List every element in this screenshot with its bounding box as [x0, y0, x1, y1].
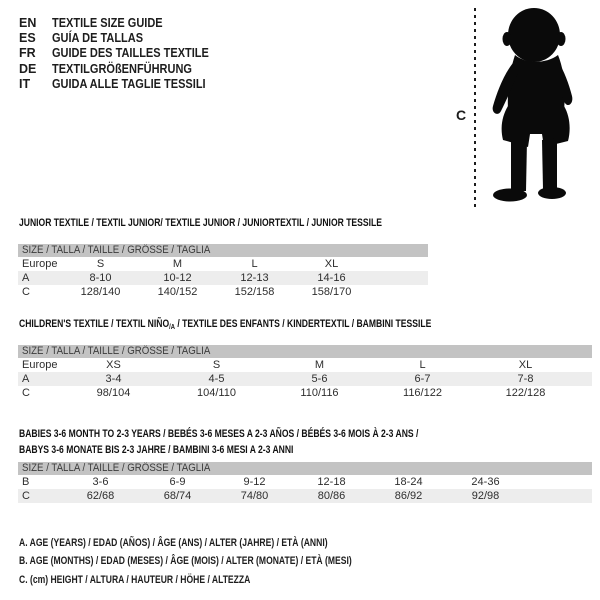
- size-cell: 116/122: [403, 387, 442, 399]
- size-cell: M: [314, 359, 325, 371]
- row-label: Europe: [22, 258, 58, 270]
- size-cell: 152/158: [234, 286, 275, 298]
- size-cell: 14-16: [293, 271, 370, 285]
- children-table-title: CHILDREN'S TEXTILE / TEXTIL NIÑO/A / TEXTILE DES ENFANTS / KINDERTEXTIL / BAMBINI TESSILE: [19, 318, 432, 331]
- junior-size-table: [18, 244, 428, 299]
- legend-notes: [19, 534, 446, 589]
- filler-cell: [524, 489, 592, 503]
- size-cell: XL: [518, 359, 533, 371]
- table-row-age: [18, 271, 428, 285]
- filler-cell: [370, 257, 428, 271]
- language-label: TEXTILE SIZE GUIDE: [52, 15, 163, 30]
- size-cell: 62/68: [62, 489, 139, 503]
- size-header-row: [18, 345, 592, 358]
- row-label: Europe: [22, 359, 58, 371]
- size-cell: M: [172, 258, 183, 270]
- size-cell: 8-10: [62, 271, 139, 285]
- filler-cell: [577, 372, 592, 386]
- size-cell: 24-36: [471, 476, 500, 488]
- row-label: C: [22, 286, 30, 298]
- table-row-europe: [18, 257, 428, 271]
- language-code: ES: [19, 31, 36, 46]
- language-label: GUÍA DE TALLAS: [52, 31, 144, 46]
- children-size-table: [18, 345, 592, 400]
- size-cell: 92/98: [447, 489, 524, 503]
- size-cell: 10-12: [139, 271, 216, 285]
- size-cell: 3-4: [62, 372, 165, 386]
- note-age-months: B. AGE (MONTHS) / EDAD (MESES) / ÂGE (MOIS) / ALTER (MONATE) / ETÀ (MESI): [19, 555, 352, 568]
- language-label: TEXTILGRÖßENFÜHRUNG: [52, 61, 192, 76]
- size-cell: 68/74: [139, 489, 216, 503]
- language-row-fr: [19, 46, 230, 61]
- size-cell: 128/140: [80, 286, 121, 298]
- language-code: FR: [19, 46, 36, 61]
- filler-cell: [577, 386, 592, 400]
- size-cell: 6-7: [371, 372, 474, 386]
- height-measure-label: C: [456, 107, 467, 123]
- size-cell: 12-13: [216, 271, 293, 285]
- size-cell: 4-5: [165, 372, 268, 386]
- size-cell: 98/104: [96, 387, 131, 399]
- language-row-it: [19, 77, 230, 92]
- size-cell: S: [96, 258, 105, 270]
- size-header-cell: SIZE / TALLA / TAILLE / GRÖSSE / TAGLIA: [18, 345, 592, 358]
- row-label: C: [22, 387, 30, 399]
- junior-table-title: JUNIOR TEXTILE / TEXTIL JUNIOR/ TEXTILE JUNIOR / JUNIORTEXTIL / JUNIOR TESSILE: [19, 217, 382, 229]
- gender-subscript: /A: [169, 322, 175, 331]
- table-row-europe: [18, 358, 592, 372]
- height-dashed-line: [474, 8, 476, 207]
- size-cell: 122/128: [505, 387, 546, 399]
- size-cell: 6-9: [169, 476, 186, 488]
- size-cell: 140/152: [157, 286, 198, 298]
- table-row-months: [18, 475, 592, 489]
- size-cell: 5-6: [268, 372, 371, 386]
- table-row-age: [18, 372, 592, 386]
- size-cell: 80/86: [293, 489, 370, 503]
- size-cell: 158/170: [311, 286, 352, 298]
- language-label: GUIDA ALLE TAGLIE TESSILI: [52, 77, 206, 92]
- filler-cell: [370, 285, 428, 299]
- size-cell: 104/110: [197, 387, 236, 399]
- row-label: A: [18, 372, 62, 386]
- size-cell: 86/92: [370, 489, 447, 503]
- size-cell: S: [212, 359, 221, 371]
- language-row-en: [19, 15, 230, 30]
- size-cell: 110/116: [300, 387, 339, 399]
- size-header-row: [18, 462, 592, 475]
- babies-size-table: [18, 462, 592, 503]
- language-title-list: [19, 15, 230, 92]
- size-header-row: [18, 244, 428, 257]
- note-height-cm: C. (cm) HEIGHT / ALTURA / HAUTEUR / HÖHE / ALTEZZA: [19, 573, 251, 586]
- size-cell: XS: [106, 359, 121, 371]
- table-row-height: [18, 489, 592, 503]
- language-label: GUIDE DES TAILLES TEXTILE: [52, 46, 209, 61]
- table-row-height: [18, 285, 428, 299]
- babies-table-title: BABIES 3-6 MONTH TO 2-3 YEARS / BEBÉS 3-6 MESES A 2-3 AÑOS / BÉBÉS 3-6 MOIS À 2-3 ANS / BABYS 3-6 MONATE BIS 2-3 JAHRE / BAMBINI 3-6 MESI A 2-3 ANNI: [19, 428, 419, 456]
- size-cell: 12-18: [317, 476, 346, 488]
- size-cell: XL: [324, 258, 339, 270]
- size-header-cell: SIZE / TALLA / TAILLE / GRÖSSE / TAGLIA: [18, 462, 592, 475]
- size-cell: 3-6: [92, 476, 109, 488]
- size-header-cell: SIZE / TALLA / TAILLE / GRÖSSE / TAGLIA: [18, 244, 428, 257]
- baby-silhouette-icon: [482, 8, 590, 206]
- note-age-years: A. AGE (YEARS) / EDAD (AÑOS) / ÂGE (ANS) / ALTER (JAHRE) / ETÀ (ANNI): [19, 537, 328, 550]
- filler-cell: [524, 475, 592, 489]
- size-cell: 9-12: [243, 476, 266, 488]
- language-row-de: [19, 61, 230, 76]
- filler-cell: [370, 271, 428, 285]
- size-cell: L: [251, 258, 258, 270]
- language-code: DE: [19, 61, 37, 76]
- table-row-height: [18, 386, 592, 400]
- row-label: B: [22, 476, 30, 488]
- size-cell: 7-8: [474, 372, 577, 386]
- row-label: A: [18, 271, 62, 285]
- size-cell: 74/80: [216, 489, 293, 503]
- language-code: EN: [19, 15, 37, 30]
- language-row-es: [19, 30, 230, 45]
- filler-cell: [577, 358, 592, 372]
- row-label: C: [18, 489, 62, 503]
- language-code: IT: [19, 77, 31, 92]
- size-cell: 18-24: [394, 476, 423, 488]
- size-cell: L: [419, 359, 426, 371]
